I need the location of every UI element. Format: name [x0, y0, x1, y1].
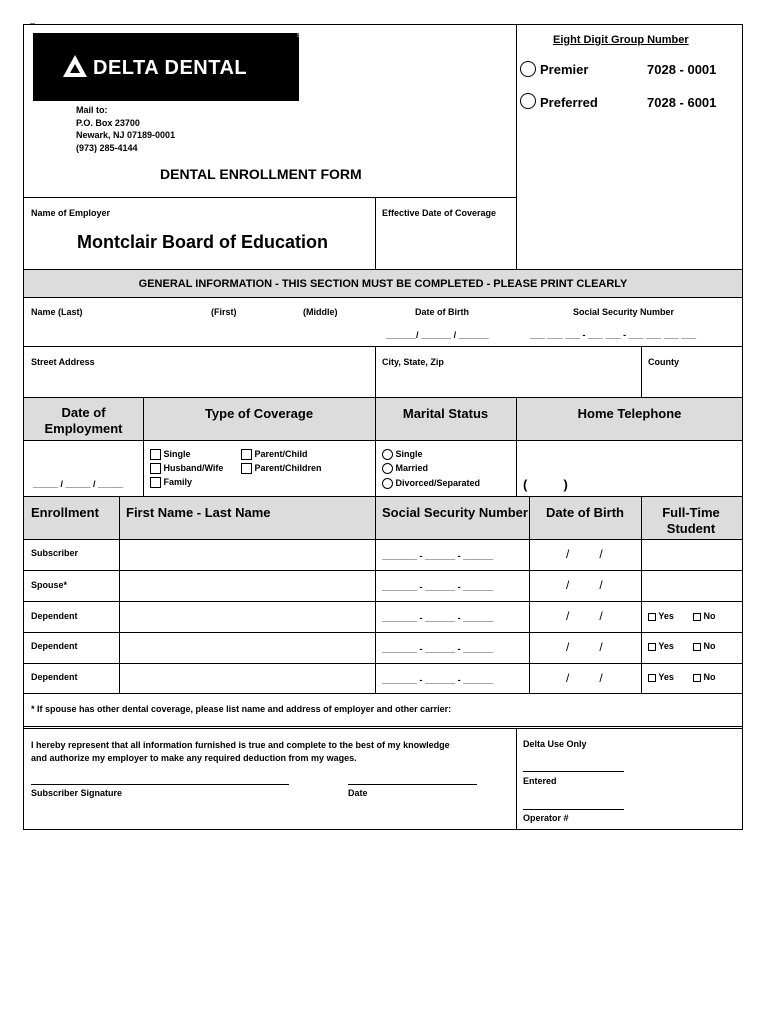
row-dependent2-ssn[interactable]: _______ - ______ - ______ [382, 644, 494, 654]
effective-date-label: Effective Date of Coverage [382, 208, 497, 218]
group-option-premier[interactable]: Premier 7028 - 0001 [520, 60, 720, 78]
checkbox[interactable] [648, 643, 656, 651]
row-dependent1-student-no[interactable]: No [693, 611, 716, 621]
ssn-field[interactable]: ___ ___ ___ - ___ ___ - ___ ___ ___ ___ [530, 330, 697, 340]
row-spouse-ssn[interactable]: _______ - ______ - ______ [382, 582, 494, 592]
preferred-radio[interactable] [520, 93, 536, 109]
member-dob-header: Date of Birth [546, 505, 624, 520]
name-last-label: Name (Last) [31, 307, 83, 317]
coverage-single[interactable]: Single [150, 449, 191, 460]
row-dependent2-student-no[interactable]: No [693, 641, 716, 651]
row-spouse-dob[interactable]: / / [566, 578, 603, 592]
row-subscriber-label: Subscriber [31, 548, 79, 558]
employer-name[interactable]: Montclair Board of Education [77, 232, 329, 252]
row-subscriber-dob[interactable]: / / [566, 547, 603, 561]
enrollment-header: Enrollment [31, 505, 99, 520]
marital-divorced-separated[interactable]: Divorced/Separated [382, 478, 480, 489]
row-dependent2-dob[interactable]: / / [566, 640, 603, 654]
employment-date-field[interactable]: _____ / _____ / _____ [33, 479, 124, 489]
coverage-type-header: Type of Coverage [204, 406, 314, 421]
row-dependent3-dob[interactable]: / / [566, 671, 603, 685]
row-dependent1-label: Dependent [31, 611, 78, 621]
ssn-label: Social Security Number [573, 307, 675, 317]
group-number-title: Eight Digit Group Number [553, 34, 689, 46]
row-spouse-label: Spouse* [31, 580, 68, 590]
form-title: DENTAL ENROLLMENT FORM [160, 166, 362, 182]
row-subscriber-ssn[interactable]: _______ - ______ - ______ [382, 551, 494, 561]
checkbox[interactable] [693, 613, 701, 621]
radio[interactable] [382, 463, 393, 474]
delta-triangle-icon [63, 55, 87, 77]
name-middle-label: (Middle) [303, 307, 338, 317]
row-dependent1-ssn[interactable]: _______ - ______ - ______ [382, 613, 494, 623]
date-line [348, 784, 477, 785]
student-header: Full-Time Student [662, 505, 720, 536]
employment-date-header: Date of Employment [44, 405, 123, 436]
home-phone-header: Home Telephone [577, 406, 682, 421]
spouse-coverage-note: * If spouse has other dental coverage, please list name and address of employer and other carrier: [31, 704, 452, 714]
premier-radio[interactable] [520, 61, 536, 77]
row-dependent2-label: Dependent [31, 641, 78, 651]
row-dependent2-student-yes[interactable]: Yes [648, 641, 674, 651]
employer-label: Name of Employer [31, 208, 111, 218]
logo-name: DELTA DENTAL [93, 57, 248, 79]
delta-use-title: Delta Use Only [523, 739, 587, 749]
checkbox[interactable] [150, 449, 161, 460]
radio[interactable] [382, 478, 393, 489]
coverage-family[interactable]: Family [150, 477, 192, 488]
coverage-husband-wife[interactable]: Husband/Wife [150, 463, 223, 474]
coverage-parent-children[interactable]: Parent/Children [241, 463, 322, 474]
row-dependent1-dob[interactable]: / / [566, 609, 603, 623]
home-phone-field[interactable]: ( ) [523, 477, 568, 492]
signature-date-label: Date [348, 788, 368, 798]
marital-status-header: Marital Status [402, 406, 489, 421]
coverage-parent-child[interactable]: Parent/Child [241, 449, 308, 460]
marital-married[interactable]: Married [382, 463, 428, 474]
city-state-zip-label: City, State, Zip [382, 357, 444, 367]
signature-line [31, 784, 289, 785]
row-dependent3-ssn[interactable]: _______ - ______ - ______ [382, 675, 494, 685]
member-name-header: First Name - Last Name [126, 505, 271, 520]
checkbox[interactable] [693, 674, 701, 682]
delta-use-entered: Entered [523, 776, 557, 786]
row-dependent1-student-yes[interactable]: Yes [648, 611, 674, 621]
marital-single[interactable]: Single [382, 449, 423, 460]
checkbox[interactable] [693, 643, 701, 651]
signature-label: Subscriber Signature [31, 788, 123, 798]
checkbox[interactable] [648, 613, 656, 621]
certification-text: I hereby represent that all information furnished is true and complete to the best of my knowledge and authorize my employer to make any required deduction from my wages. [31, 740, 450, 763]
checkbox[interactable] [241, 463, 252, 474]
street-address-label: Street Address [31, 357, 95, 367]
checkbox[interactable] [150, 477, 161, 488]
group-option-preferred[interactable]: Preferred 7028 - 6001 [520, 92, 720, 110]
radio[interactable] [382, 449, 393, 460]
row-dependent3-label: Dependent [31, 672, 78, 682]
top-mark: – [30, 18, 36, 28]
row-dependent3-student-yes[interactable]: Yes [648, 672, 674, 682]
row-dependent3-student-no[interactable]: No [693, 672, 716, 682]
name-first-label: (First) [211, 307, 237, 317]
member-ssn-header: Social Security Number [382, 505, 528, 520]
checkbox[interactable] [150, 463, 161, 474]
delta-dental-logo [33, 33, 305, 101]
checkbox[interactable] [648, 674, 656, 682]
dob-field[interactable]: ______/ ______ / ______ [386, 330, 489, 340]
general-info-header: GENERAL INFORMATION - THIS SECTION MUST BE COMPLETED - PLEASE PRINT CLEARLY [138, 278, 628, 290]
dob-label: Date of Birth [415, 307, 469, 317]
county-label: County [648, 357, 679, 367]
checkbox[interactable] [241, 449, 252, 460]
delta-use-operator: Operator # [523, 813, 569, 823]
mailing-address: Mail to: P.O. Box 23700 Newark, NJ 07189-0001 (973) 285-4144 [76, 105, 176, 153]
logo-service-mark: SM [297, 33, 305, 39]
